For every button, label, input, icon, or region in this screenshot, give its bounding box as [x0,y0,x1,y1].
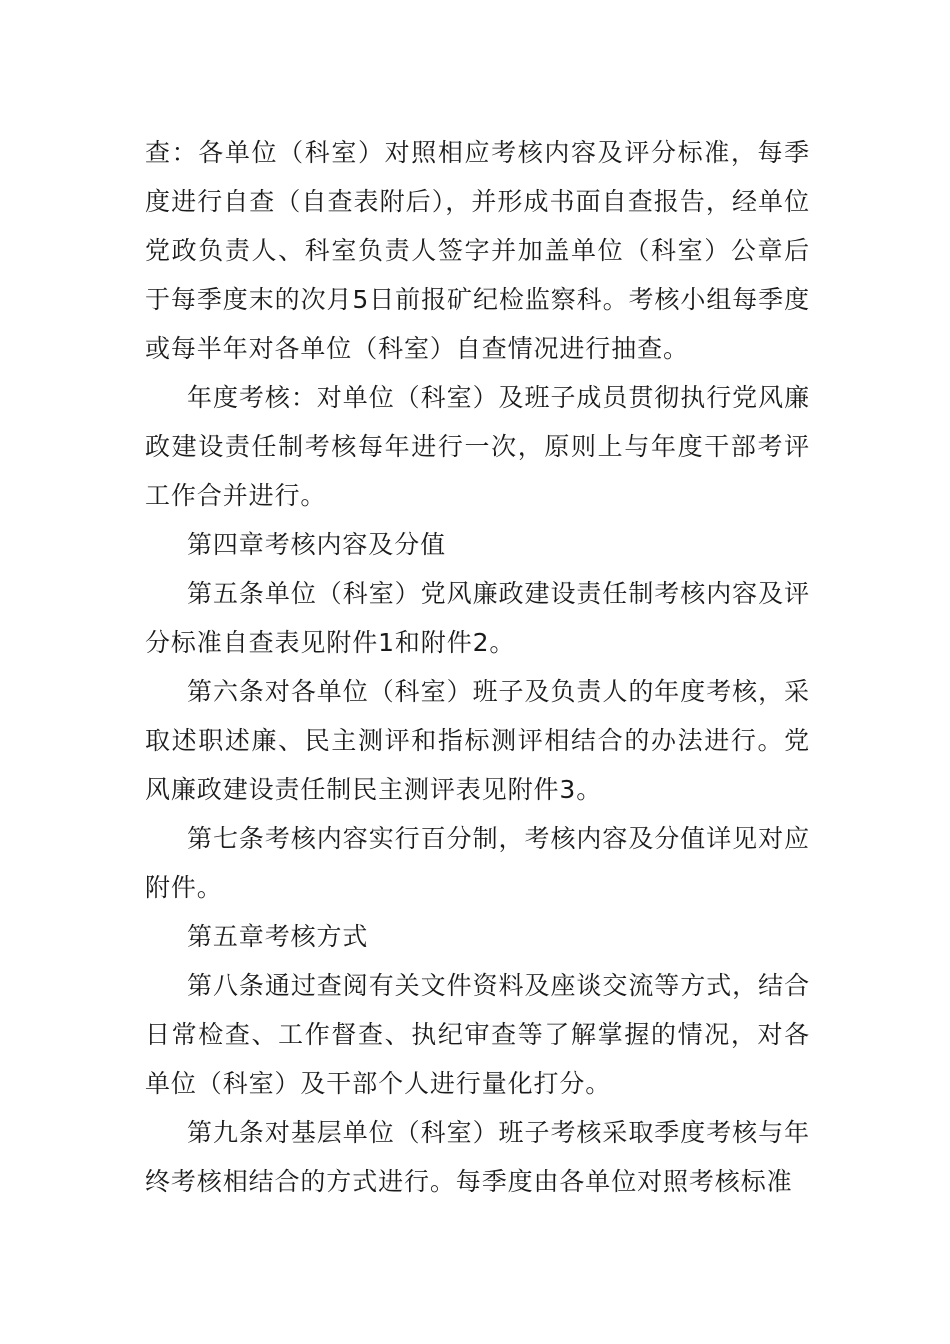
article-six: 第六条对各单位（科室）班子及负责人的年度考核，采取述职述廉、民主测评和指标测评相结合的办法进行。党风廉政建设责任制民主测评表见附件3。 [145,677,810,804]
article-eight: 第八条通过查阅有关文件资料及座谈交流等方式，结合日常检查、工作督查、执纪审查等了解掌握的情况，对各单位（科室）及干部个人进行量化打分。 [145,971,810,1098]
article-seven: 第七条考核内容实行百分制，考核内容及分值详见对应附件。 [145,824,810,902]
document-body [145,128,810,1206]
chapter-four-heading: 第四章考核内容及分值 [187,530,447,559]
paragraph-quarterly-self-check: 查：各单位（科室）对照相应考核内容及评分标准，每季度进行自查（自查表附后），并形成书面自查报告，经单位党政负责人、科室负责人签字并加盖单位（科室）公章后于每季度末的次月5日前报矿纪检监察科。考核小组每季度或每半年对各单位（科室）自查情况进行抽查。 [145,138,810,363]
article-nine: 第九条对基层单位（科室）班子考核采取季度考核与年终考核相结合的方式进行。每季度由各单位对照考核标准 [145,1118,810,1196]
article-five: 第五条单位（科室）党风廉政建设责任制考核内容及评分标准自查表见附件1和附件2。 [145,579,810,657]
paragraph-annual-assessment: 年度考核：对单位（科室）及班子成员贯彻执行党风廉政建设责任制考核每年进行一次，原则上与年度干部考评工作合并进行。 [145,383,810,510]
chapter-five-heading: 第五章考核方式 [187,922,369,951]
